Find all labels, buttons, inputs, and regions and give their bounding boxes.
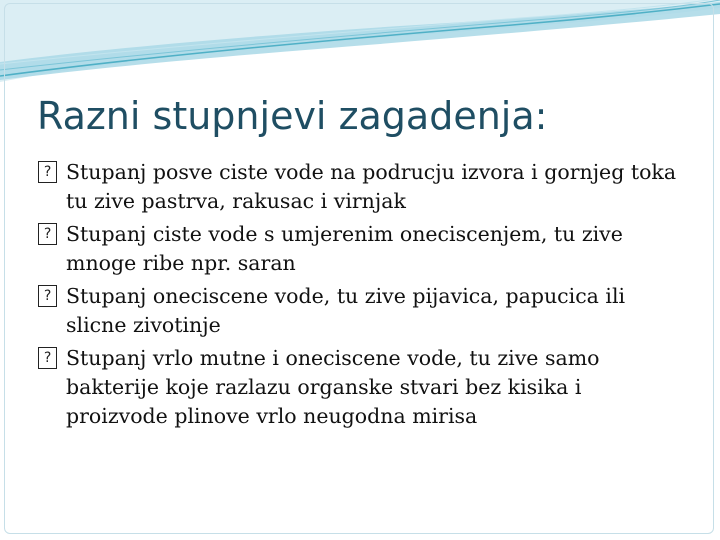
bullet-item (38, 344, 678, 431)
bullet-item (38, 158, 678, 216)
bullet-text: Stupanj oneciscene vode, tu zive pijavica, papucica ili slicne zivotinje (66, 284, 626, 337)
bullet-text: Stupanj vrlo mutne i oneciscene vode, tu zive samo bakterije koje razlazu organske stvari bez kisika i proizvode plinove vrlo neugodna mirisa (66, 346, 600, 428)
bullet-text: Stupanj posve ciste vode na podrucju izvora i gornjeg toka tu zive pastrva, rakusac i virnjak (66, 160, 677, 213)
missing-glyph-icon (38, 285, 57, 307)
missing-glyph-icon (38, 347, 57, 369)
bullet-text: Stupanj ciste vode s umjerenim oneciscenjem, tu zive mnoge ribe npr. saran (66, 222, 623, 275)
bullet-list (38, 158, 678, 435)
missing-glyph-icon (38, 161, 57, 183)
slide-title: Razni stupnjevi zagadenja: (37, 94, 548, 138)
bullet-item (38, 282, 678, 340)
missing-glyph-icon (38, 223, 57, 245)
bullet-item (38, 220, 678, 278)
